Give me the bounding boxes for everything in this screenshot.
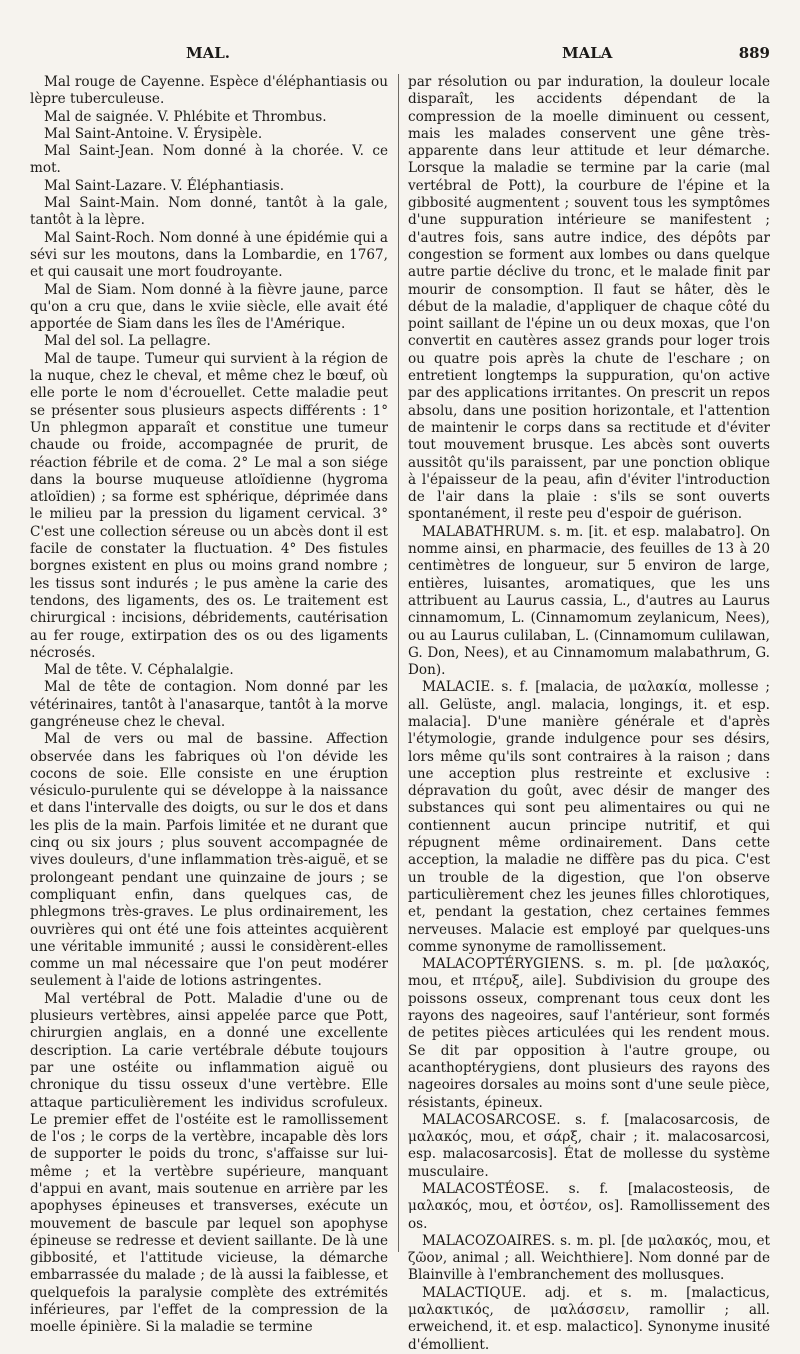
header-left-word: MAL. — [186, 44, 231, 62]
entry-paragraph: Mal de taupe. Tumeur qui survient à la région de la nuque, chez le cheval, et même chez le bœuf, où elle porte le nom d'écrouellet. Cette maladie peut se présenter sous plusieurs aspects différents : 1° Un phlegmon apparaît et constitue une tumeur chaude ou froide, accompagnée de prurit, de réaction fébrile et de coma. 2° Le mal a son siége dans la bourse muqueuse atloïdienne (hygroma atloïdien) ; sa forme est sphérique, déprimée dans le milieu par la pression du ligament cervical. 3° C'est une collection séreuse ou un abcès dont il est facile de constater la fluctuation. 4° Des fistules borgnes existent en plus ou moins grand nombre ; les tissus sont indurés ; le pus amène la carie des tendons, des ligaments, des os. Le traitement est chirurgical : incisions, débridements, cautérisation au fer rouge, extirpation des os ou des ligaments nécrosés. — [30, 350, 388, 661]
entry-paragraph: MALACIE. s. f. [malacia, de μαλακία, mollesse ; all. Gelüste, angl. malacia, longings, it. et esp. malacia]. D'une manière générale et d'après l'étymologie, grande indulgence pour ses désirs, lors même qu'ils sont contraires à la raison ; dans une acception plus restreinte et exclusive : dépravation du goût, avec désir de manger des substances qui sont peu alimentaires ou qui ne contiennent aucun principe nutritif, et qui répugnent même ordinairement. Dans cette acception, la maladie ne diffère pas du pica. C'est un trouble de la digestion, que l'on observe particulièrement chez les jeunes filles chlorotiques, et, pendant la gestation, chez certaines femmes nerveuses. Malacie est employé par quelques-uns comme synonyme de ramollissement. — [408, 679, 770, 955]
entry-paragraph: MALACOSTÉOSE. s. f. [malacosteosis, de μαλακός, mou, et ὀστέον, os]. Ramollissement des os. — [408, 1181, 770, 1232]
entry-paragraph: MALACTIQUE. adj. et s. m. [malacticus, μαλακτικός, de μαλάσσειν, ramollir ; all. erweichend, it. et esp. malactico]. Synonyme inusité d'émollient. — [408, 1284, 770, 1353]
header-center-word: MALA — [562, 44, 613, 62]
entry-paragraph: Mal de saignée. V. Phlébite et Thrombus. — [44, 108, 327, 125]
left-column — [30, 74, 388, 1337]
right-column — [408, 74, 770, 1354]
entry-paragraph: Mal de tête. V. Céphalalgie. — [44, 662, 234, 679]
column-divider — [398, 74, 399, 1252]
entry-continuation: par résolution ou par induration, la douleur locale disparaît, les accidents dépendant de la compression de la moelle diminuent ou cessent, mais les malades conservent une gêne très-apparente dans leur attitude et leur démarche. Lorsque la maladie se termine par la carie (mal vertébral de Pott), la courbure de l'épine et la gibbosité augmentent ; souvent tous les symptômes d'une suppuration intérieure se manifestent ; d'autres fois, sans autre indice, des dépôts par congestion se forment aux lombes ou dans quelque autre partie déclive du tronc, et le malade finit par mourir de consomption. Il faut se hâter, dès le début de la maladie, d'appliquer de chaque côté du point saillant de l'épine un ou deux moxas, que l'on convertit en cautères assez grands pour loger trois ou quatre pois après la chute de l'eschare ; on entretient longtemps la suppuration, qu'on active par des applications irritantes. On prescrit un repos absolu, dans une position horizontale, et l'attention de maintenir le corps dans sa rectitude et d'éviter tout mouvement brusque. Les abcès sont ouverts aussitôt qu'ils paraissent, par une ponction oblique à l'épaisseur de la peau, afin d'éviter l'introduction de l'air dans la plaie : s'ils se sont ouverts spontanément, il reste peu d'espoir de guérison. — [408, 74, 770, 523]
entry-paragraph: Mal de vers ou mal de bassine. Affection observée dans les fabriques où l'on dévide les cocons de soie. Elle consiste en une éruption vésiculo-purulente qui se développe à la naissance et dans l'intervalle des doigts, ou sur le dos et dans les plis de la main. Parfois limitée et ne durant que cinq ou six jours ; plus souvent accompagnée de vives douleurs, d'une inflammation très-aiguë, et se prolongeant pendant une quinzaine de jours ; se compliquant enfin, dans quelques cas, de phlegmons très-graves. Le plus ordinairement, les ouvrières qui ont été une fois atteintes acquièrent une véritable immunité ; aussi le considèrent-elles comme un mal nécessaire que l'on peut modérer seulement à l'aide de lotions astringentes. — [30, 731, 388, 990]
entry-paragraph: Mal Saint-Jean. Nom donné à la chorée. V. ce mot. — [30, 143, 388, 177]
entry-paragraph: Mal Saint-Roch. Nom donné à une épidémie qui a sévi sur les moutons, dans la Lombardie, en 1767, et qui causait une mort foudroyante. — [30, 229, 388, 281]
entry-paragraph: Mal Saint-Lazare. V. Éléphantiasis. — [44, 177, 285, 194]
entry-paragraph: MALABATHRUM. s. m. [it. et esp. malabatro]. On nomme ainsi, en pharmacie, des feuilles de 13 à 20 centimètres de longueur, sur 5 environ de large, entières, luisantes, aromatiques, que les uns attribuent au Laurus cassia, L., d'autres au Laurus cinnamomum, L. (Cinnamomum zeylanicum, Nees), ou au Laurus culilaban, L. (Cinnamomum culilawan, G. Don, Nees), et au Cinnamomum malabathrum, G. Don). — [408, 523, 770, 679]
entry-paragraph: Mal de Siam. Nom donné à la fièvre jaune, parce qu'on a cru que, dans le xviie siècle, elle avait été apportée de Siam dans les îles de l'Amérique. — [30, 281, 388, 333]
entry-paragraph: Mal de tête de contagion. Nom donné par les vétérinaires, tantôt à l'anasarque, tantôt à la morve gangréneuse chez le cheval. — [30, 679, 388, 730]
entry-paragraph: MALACOSARCOSE. s. f. [malacosarcosis, de μαλακός, mou, et σάρξ, chair ; it. malacosarcosi, esp. malacosarcosis]. État de mollesse du système musculaire. — [408, 1111, 770, 1180]
entry-paragraph: Mal del sol. La pellagre. — [44, 333, 211, 350]
entry-paragraph: Mal Saint-Antoine. V. Érysipèle. — [44, 125, 263, 142]
entry-paragraph: Mal vertébral de Pott. Maladie d'une ou de plusieurs vertèbres, ainsi appelée parce que Pott, chirurgien anglais, en a donné une excellente description. La carie vertébrale débute toujours par une ostéite ou inflammation aiguë ou chronique du tissu osseux d'une vertèbre. Elle attaque particulièrement les individus scrofuleux. Le premier effet de l'ostéite est le ramollissement de l'os ; le corps de la vertèbre, incapable dès lors de supporter le poids du tronc, s'affaisse sur lui-même ; et la vertèbre supérieure, manquant d'appui en avant, mais soutenue en arrière par les apophyses épineuses et transverses, exécute un mouvement de bascule par lequel son apophyse épineuse se redresse et devient saillante. De là une gibbosité, et l'attitude vicieuse, la démarche embarrassée du malade ; de là aussi la faiblesse, et quelquefois la paralysie complète des extrémités inférieures, par l'effet de la compression de la moelle épinière. Si la maladie se termine — [30, 990, 388, 1336]
entry-paragraph: Mal rouge de Cayenne. Espèce d'éléphantiasis ou lèpre tuberculeuse. — [30, 74, 388, 108]
running-header — [30, 44, 770, 66]
entry-paragraph: MALACOZOAIRES. s. m. pl. [de μαλακός, mou, et ζῶον, animal ; all. Weichthiere]. Nom donné par de Blainville à l'embranchement des mollusques. — [408, 1232, 770, 1284]
entry-paragraph: MALACOPTÉRYGIENS. s. m. pl. [de μαλακός, mou, et πτέρυξ, aile]. Subdivision du groupe des poissons osseux, comprenant tous ceux dont les rayons des nageoires, sauf l'antérieur, sont formés de petites pièces articulées qui les rendent mous. Se dit par opposition à l'autre groupe, ou acanthoptérygiens, dont plusieurs des rayons des nageoires dorsales au moins sont d'une seule pièce, résistants, épineux. — [408, 956, 770, 1111]
entry-paragraph: Mal Saint-Main. Nom donné, tantôt à la gale, tantôt à la lèpre. — [30, 195, 388, 229]
page-number: 889 — [738, 44, 770, 62]
